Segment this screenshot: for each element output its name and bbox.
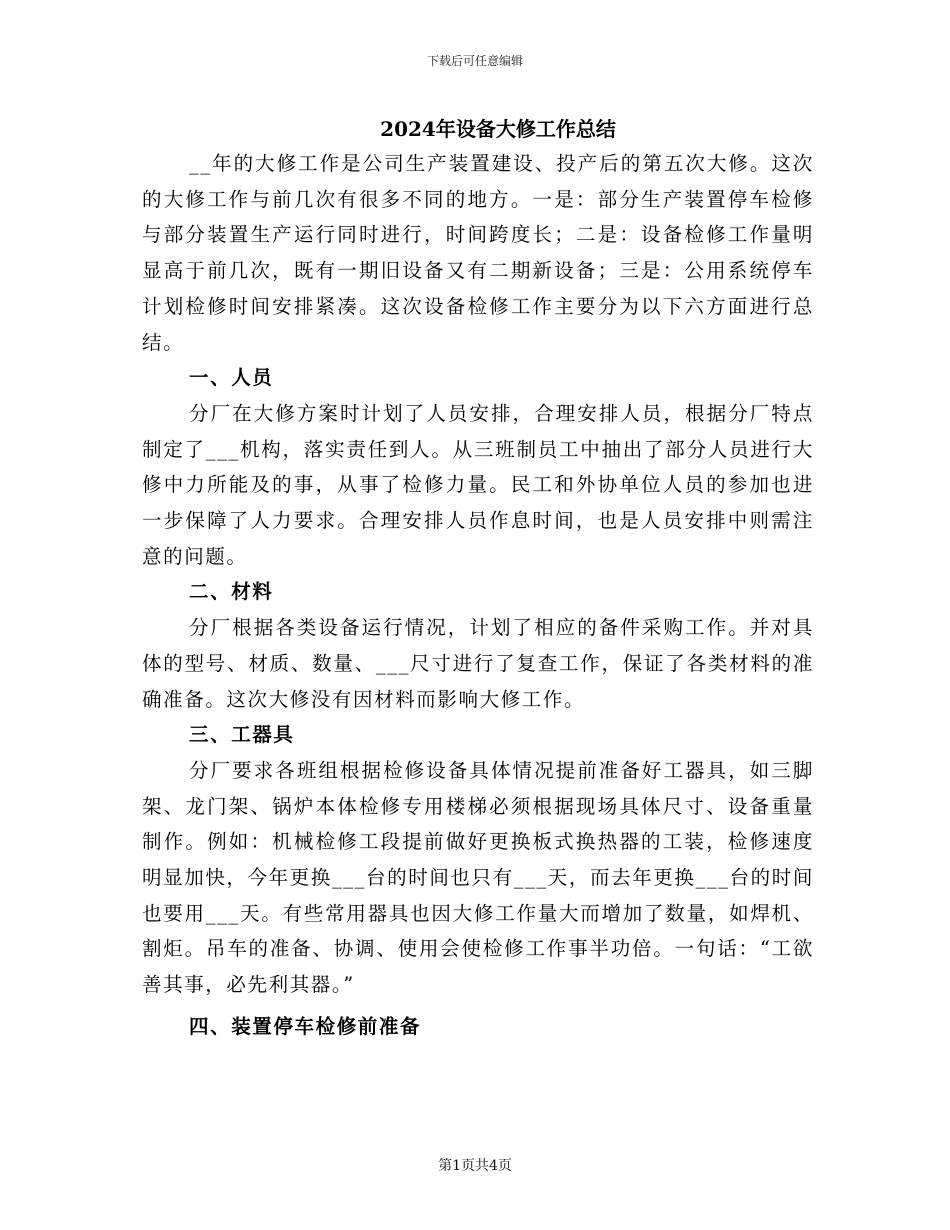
section-body-materials: 分厂根据各类设备运行情况，计划了相应的备件采购工作。并对具体的型号、材质、数量、___尺寸进行了复查工作，保证了各类材料的准确准备。这次大修没有因材料而影响大修工作。 bbox=[142, 616, 814, 711]
document-content bbox=[142, 112, 814, 1045]
section-heading-materials: 二、材料 bbox=[189, 580, 274, 604]
section-heading-shutdown-prep: 四、装置停车检修前准备 bbox=[189, 1014, 422, 1038]
section-heading-personnel: 一、人员 bbox=[189, 366, 274, 390]
page-number: 第1页共4页 bbox=[438, 1158, 512, 1174]
document-title: 2024年设备大修工作总结 bbox=[380, 117, 616, 141]
intro-paragraph: __年的大修工作是公司生产装置建设、投产后的第五次大修。这次的大修工作与前几次有很多不同的地方。一是：部分生产装置停车检修与部分装置生产运行同时进行，时间跨度长；二是：设备检修工作量明显高于前几次，既有一期旧设备又有二期新设备；三是：公用系统停车计划检修时间安排紧凑。这次设备检修工作主要分为以下六方面进行总结。 bbox=[142, 152, 814, 354]
section-body-tools: 分厂要求各班组根据检修设备具体情况提前准备好工器具，如三脚架、龙门架、锅炉本体检修专用楼梯必须根据现场具体尺寸、设备重量制作。例如：机械检修工段提前做好更换板式换热器的工装，检修速度明显加快，今年更换___台的时间也只有___天，而去年更换___台的时间也要用___天。有些常用器具也因大修工作量大而增加了数量，如焊机、割炬。吊车的准备、协调、使用会使检修工作事半功倍。一句话：“工欲善其事，必先利其器。” bbox=[142, 758, 814, 997]
page-header-note: 下载后可任意编辑 bbox=[426, 54, 523, 68]
section-body-personnel: 分厂在大修方案时计划了人员安排，合理安排人员，根据分厂特点制定了___机构，落实责任到人。从三班制员工中抽出了部分人员进行大修中力所能及的事，从事了检修力量。民工和外协单位人员的参加也进一步保障了人力要求。合理安排人员作息时间，也是人员安排中则需注意的问题。 bbox=[142, 401, 814, 568]
section-heading-tools: 三、工器具 bbox=[189, 723, 295, 747]
